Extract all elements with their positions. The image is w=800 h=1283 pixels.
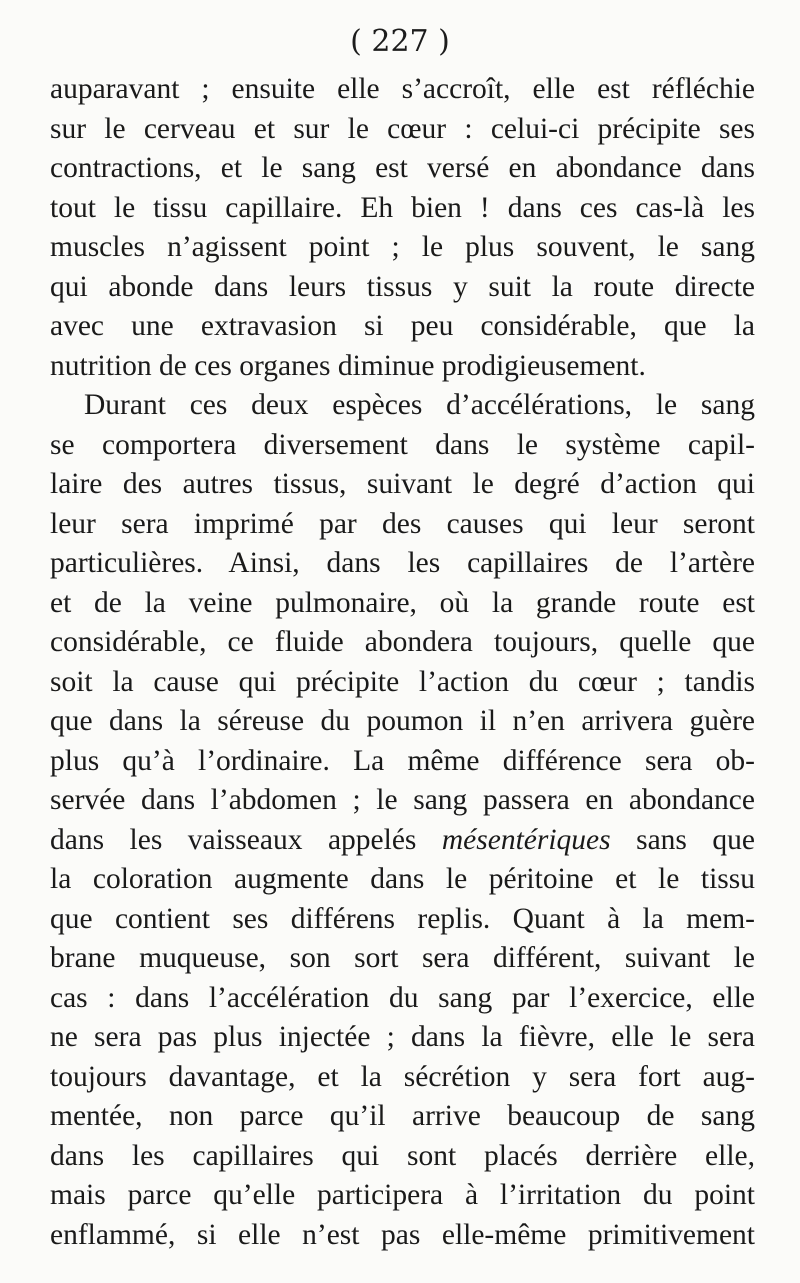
text-line: toujours davantage, et la sécrétion y sera fort aug- (50, 1060, 755, 1093)
text-line: leur sera imprimé par des causes qui leur seront (50, 507, 755, 540)
text-line: auparavant ; ensuite elle s’accroît, elle est réfléchie (50, 73, 755, 105)
text-line: qui abonde dans leurs tissus y suit la route directe (50, 270, 755, 303)
text-line: servée dans l’abdomen ; le sang passera en abondance (50, 784, 755, 816)
text-line: avec une extravasion si peu considérable, que la (50, 310, 755, 342)
text-line: tout le tissu capillaire. Eh bien ! dans ces cas-là les (50, 191, 755, 224)
italic-term: mésentériques (441, 823, 611, 856)
text-line: Durant ces deux espèces d’accélérations, le sang (84, 389, 755, 421)
text-line: considérable, ce fluide abondera toujours, quelle que (50, 626, 755, 658)
text-line: et de la veine pulmonaire, où la grande route est (50, 586, 755, 619)
text-line: particulières. Ainsi, dans les capillaires de l’artère (50, 547, 755, 579)
text-line: la coloration augmente dans le péritoine et le tissu (50, 863, 755, 895)
text-line: soit la cause qui précipite l’action du cœur ; tandis (50, 665, 755, 698)
text-line: enflammé, si elle n’est pas elle-même primitivement (50, 1218, 755, 1251)
page-number: ( 227 ) (350, 24, 450, 59)
text-line: contractions, et le sang est versé en abondance dans (50, 152, 755, 184)
text-line: sur le cerveau et sur le cœur : celui-ci précipite ses (50, 112, 755, 145)
text-line: cas : dans l’accélération du sang par l’exercice, elle (50, 981, 755, 1014)
text-line: nutrition de ces organes diminue prodigieusement. (50, 349, 646, 382)
text-line: plus qu’à l’ordinaire. La même différence sera ob- (50, 744, 755, 777)
text-line: ne sera pas plus injectée ; dans la fièvre, elle le sera (50, 1021, 755, 1053)
text-line: que contient ses différens replis. Quant à la mem- (50, 902, 755, 935)
text-line: mais parce qu’elle participera à l’irritation du point (50, 1179, 755, 1211)
text-line: mentée, non parce qu’il arrive beaucoup de sang (50, 1100, 755, 1132)
text-line: dans les vaisseaux appelés mésentériques sans que (50, 823, 755, 856)
text-line: brane muqueuse, son sort sera différent, suivant le (50, 942, 755, 974)
text-line: muscles n’agissent point ; le plus souvent, le sang (50, 231, 755, 263)
text-line: que dans la séreuse du poumon il n’en arrivera guère (50, 705, 755, 737)
text-line: dans les capillaires qui sont placés derrière elle, (50, 1139, 755, 1172)
text-line: laire des autres tissus, suivant le degré d’action qui (50, 468, 755, 500)
text-line: se comportera diversement dans le système capil- (50, 428, 755, 461)
